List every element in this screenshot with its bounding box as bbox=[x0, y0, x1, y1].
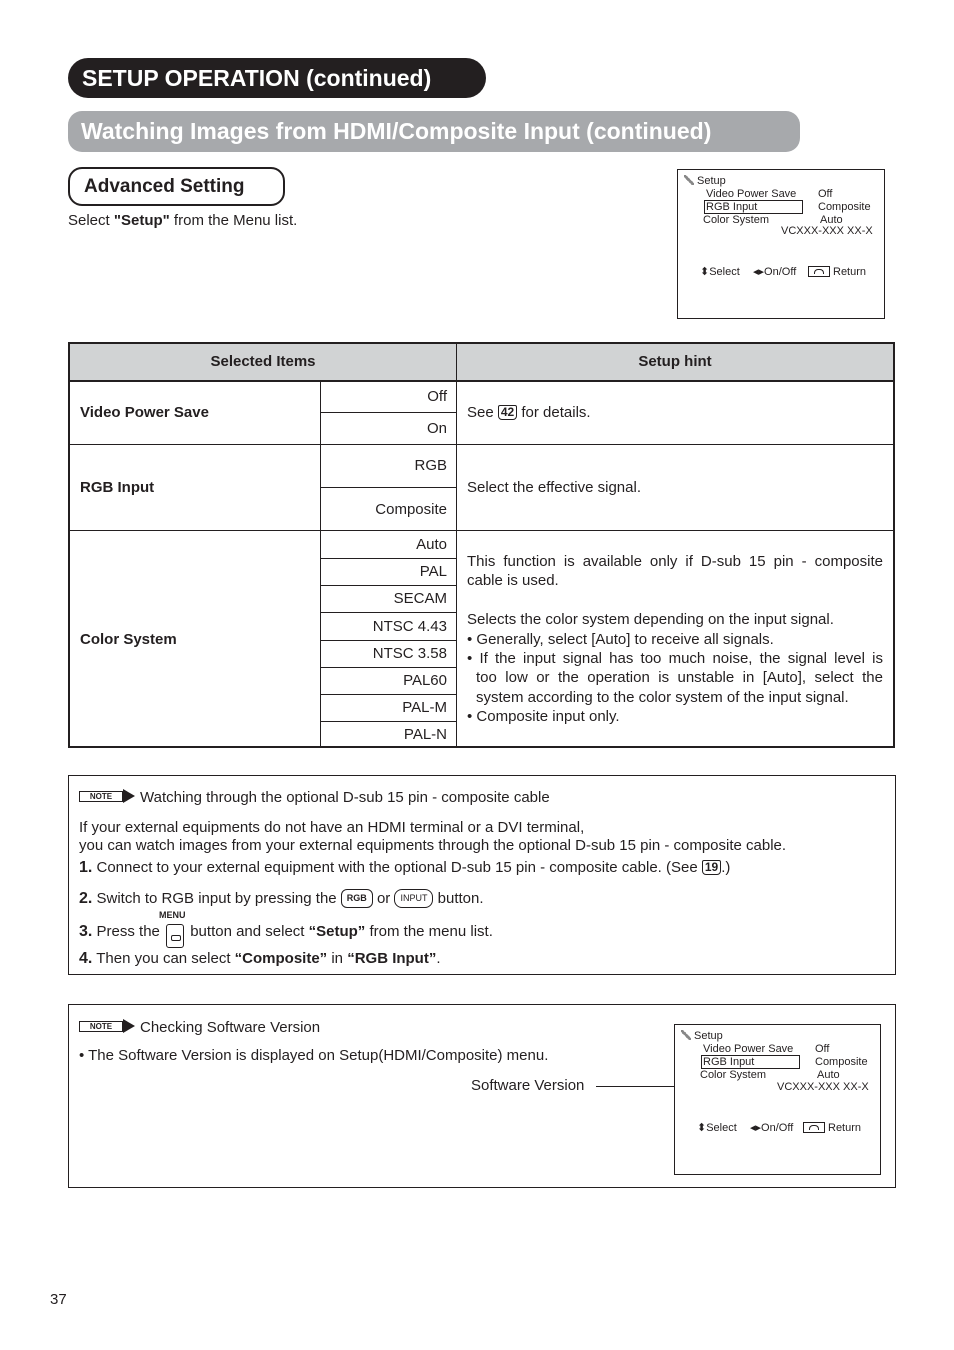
up-down-arrow-icon: ⬍ bbox=[697, 1122, 707, 1134]
option-pal-m: PAL-M bbox=[402, 699, 447, 716]
option-pal-n: PAL-N bbox=[403, 726, 447, 743]
hint-color-system: This function is available only if D-sub 15 pin - composite cable is used. Selects the color system depending on the input signal. • Generally, select [Auto] to receive all signals. • If the input signal has too much noise, the signal level is too low or the operation is unstable in [Auto], select the system according to the color system of the input signal. • Composite input only. bbox=[467, 553, 883, 726]
option-on: On bbox=[426, 420, 447, 437]
item-video-power-save: Video Power Save bbox=[80, 404, 209, 421]
section-header: Watching Images from HDMI/Composite Input (continued) bbox=[68, 111, 800, 152]
up-down-arrow-icon: ⬍ bbox=[700, 266, 710, 278]
settings-table bbox=[68, 342, 895, 748]
option-rgb: RGB bbox=[414, 457, 447, 474]
wrench-icon bbox=[681, 1030, 691, 1040]
setup-menu-screen: Setup Video Power Save Off RGB Input Composite Color System Auto VCXXX-XXX XX-X ⬍Select ◂▸On/Off Return bbox=[677, 169, 885, 319]
intro-text: Select "Setup" from the Menu list. bbox=[68, 212, 298, 229]
option-off: Off bbox=[427, 388, 447, 405]
rgb-button-icon: RGB bbox=[341, 889, 373, 908]
item-rgb-input: RGB Input bbox=[80, 479, 155, 496]
return-icon bbox=[808, 266, 830, 277]
item-color-system: Color System bbox=[80, 631, 177, 648]
option-ntsc358: NTSC 3.58 bbox=[372, 645, 447, 662]
hint-video-power-save: See 42 for details. bbox=[467, 404, 591, 421]
note-box-dsub: NOTE Watching through the optional D-sub 15 pin - composite cable If your external equipments do not have an HDMI terminal or a DVI terminal, you can watch images from your external equipments through the optional D-sub 15 pin - composite cable. 1. Connect to your external equipment with the optional D-sub 15 pin - composite cable. (See 19 .) 2. Switch to RGB input by pressing the RGB or INPUT button. 3. Press the MENU button and select “Setup” from the menu list. 4. Then you can select “Composite” in “RGB Input”. bbox=[68, 775, 896, 975]
option-composite: Composite bbox=[375, 501, 447, 518]
setup-menu-screen-version: Setup Video Power Save Off RGB Input Composite Color System Auto VCXXX-XXX XX-X ⬍Select ◂▸On/Off Return bbox=[674, 1024, 881, 1175]
option-secam: SECAM bbox=[393, 590, 447, 607]
input-button-icon: INPUT bbox=[394, 889, 433, 908]
page-ref-badge: 42 bbox=[498, 405, 517, 420]
left-right-arrow-icon: ◂▸ bbox=[753, 266, 765, 278]
note-box-software-version: NOTE Checking Software Version • The Software Version is displayed on Setup(HDMI/Composite) menu. Software Version bbox=[68, 1004, 896, 1188]
left-right-arrow-icon: ◂▸ bbox=[750, 1122, 762, 1134]
page-number: 37 bbox=[50, 1291, 67, 1308]
note-tag-icon: NOTE bbox=[79, 791, 136, 802]
option-pal: PAL bbox=[419, 563, 447, 580]
chapter-header: SETUP OPERATION (continued) bbox=[68, 58, 486, 98]
note-tag-icon: NOTE bbox=[79, 1021, 136, 1032]
software-version-callout: Software Version bbox=[471, 1077, 585, 1094]
page-ref-badge: 19 bbox=[702, 860, 721, 875]
col-header-setup-hint: Setup hint bbox=[457, 344, 893, 380]
option-auto: Auto bbox=[416, 536, 447, 553]
col-header-selected-items: Selected Items bbox=[70, 344, 456, 380]
hint-rgb-input: Select the effective signal. bbox=[467, 479, 641, 496]
menu-button-icon: MENU bbox=[164, 918, 186, 948]
subsection-header: Advanced Setting bbox=[68, 167, 285, 206]
option-ntsc443: NTSC 4.43 bbox=[372, 618, 447, 635]
wrench-icon bbox=[684, 175, 694, 185]
return-icon bbox=[803, 1122, 825, 1133]
option-pal60: PAL60 bbox=[403, 672, 447, 689]
